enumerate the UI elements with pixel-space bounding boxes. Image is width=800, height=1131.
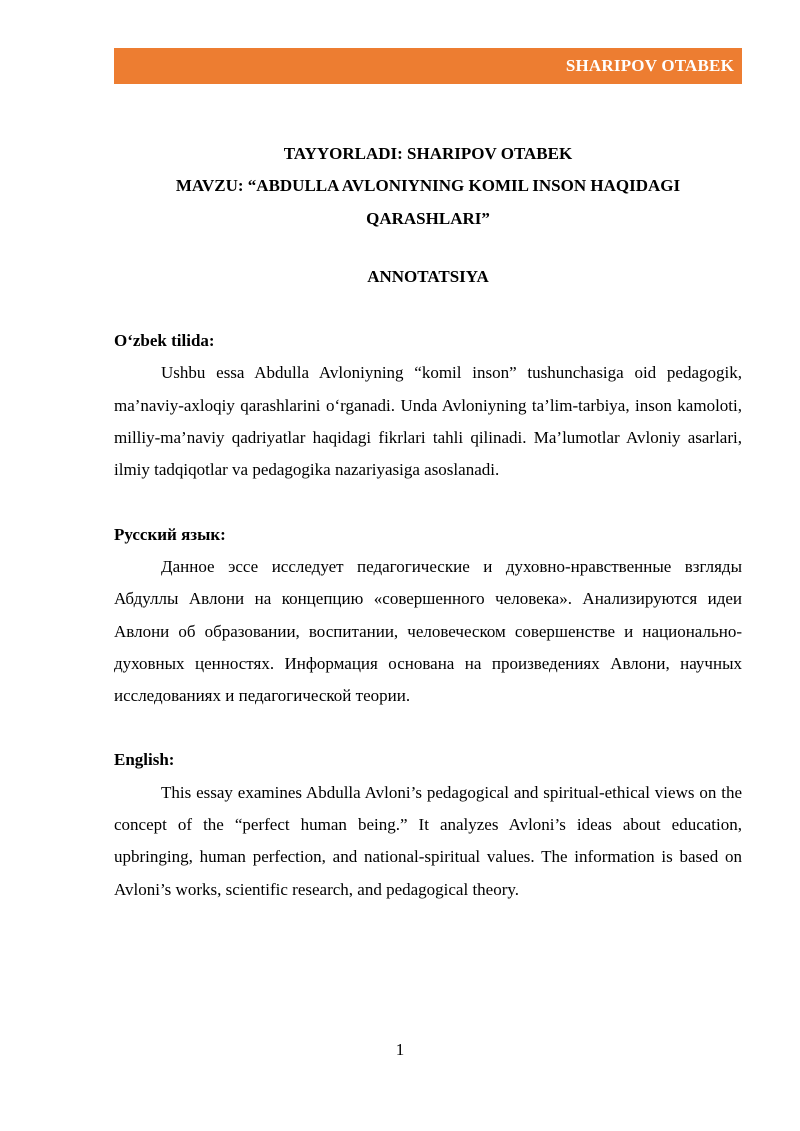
section-heading-english: English: xyxy=(114,750,175,770)
section-text-russian: Данное эссе исследует педагогические и духовно-нравственные взгляды Абдуллы Авлони на концепцию «совершенного человека». Анализируются идеи Авлони об образовании, воспитании, человеческом совершенстве и национально-духовных ценностях. Информация основана на произведениях Авлони, научных исследованиях и педагогической теории. xyxy=(114,556,742,706)
section-text-uzbek: Ushbu essa Abdulla Avloniyning “komil inson” tushunchasiga oid pedagogik, ma’naviy-axloqiy qarashlarini o‘rganadi. Unda Avloniyning ta’lim-tarbiya, inson kamoloti, milliy-ma’naviy qadriyatlar haqidagi fikrlari tahli qilinadi. Ma’lumotlar Avloniy asarlari, ilmiy tadqiqotlar va pedagogika nazariyasiga asoslanadi. xyxy=(114,363,742,480)
page-number: 1 xyxy=(395,1040,405,1059)
topic-line-1: MAVZU: “ABDULLA AVLONIYNING KOMIL INSON HAQIDAGI xyxy=(175,176,681,196)
document-body xyxy=(114,138,742,906)
section-heading-uzbek: O‘zbek tilida: xyxy=(114,331,215,351)
section-text-english: This essay examines Abdulla Avloni’s pedagogical and spiritual-ethical views on the concept of the “perfect human being.” It analyzes Avloni’s ideas about education, upbringing, human perfection, and national-spiritual values. The information is based on Avloni’s works, scientific research, and pedagogical theory. xyxy=(114,782,742,899)
topic-line-2: QARASHLARI” xyxy=(366,208,490,228)
annotation-heading: ANNOTATSIYA xyxy=(367,266,489,286)
header-banner xyxy=(114,48,742,84)
section-heading-russian: Русский язык: xyxy=(114,524,226,544)
header-author-name: SHARIPOV OTABEK xyxy=(565,56,734,75)
title-block xyxy=(114,138,742,235)
prepared-by: TAYYORLADI: SHARIPOV OTABEK xyxy=(283,144,573,163)
